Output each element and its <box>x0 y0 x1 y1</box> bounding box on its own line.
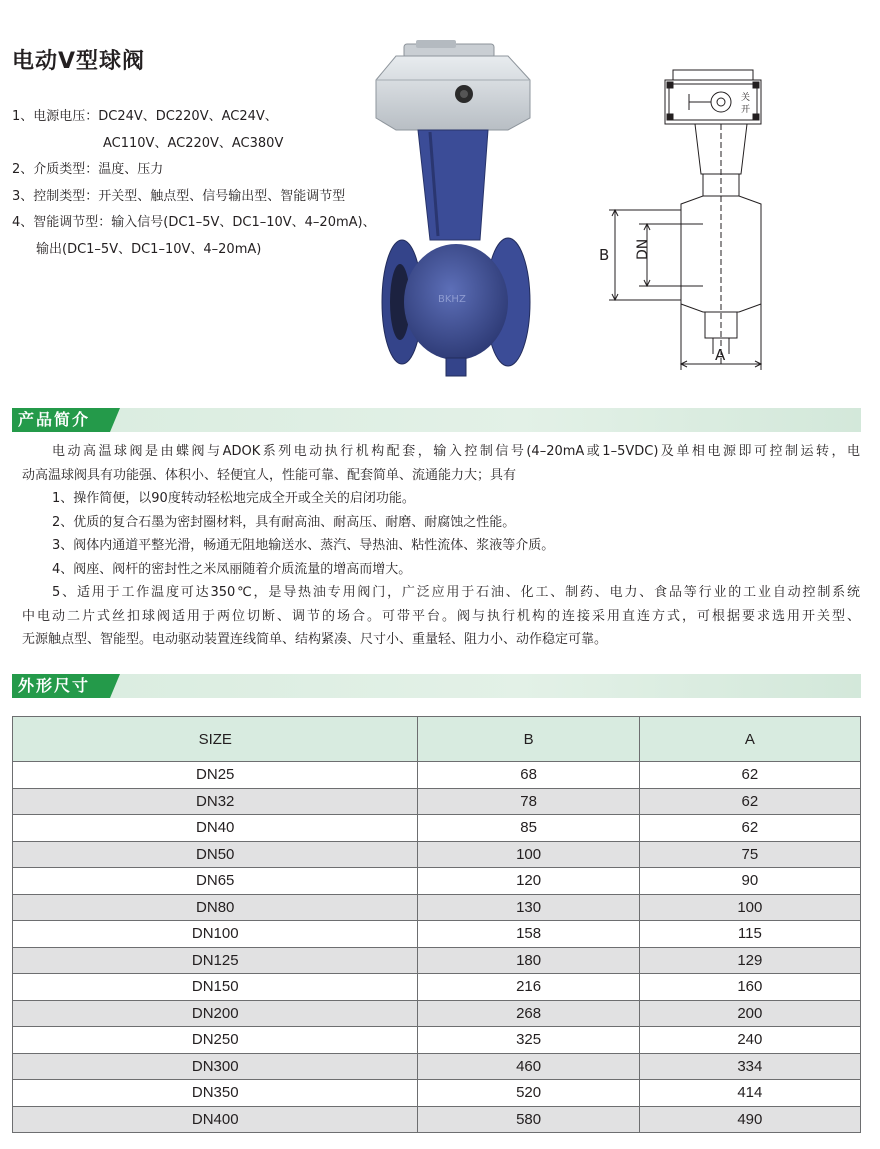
cell-a: 240 <box>639 1027 860 1054</box>
dimensions-heading: 外形尺寸 <box>12 674 110 698</box>
cell-b: 68 <box>418 762 639 789</box>
col-header-a: A <box>639 717 860 762</box>
cell-size: DN300 <box>13 1053 418 1080</box>
cell-b: 100 <box>418 841 639 868</box>
cell-size: DN200 <box>13 1000 418 1027</box>
cell-b: 78 <box>418 788 639 815</box>
valve-photo <box>368 40 538 380</box>
table-row <box>13 815 861 842</box>
page-title: 电动V型球阀 <box>12 49 146 74</box>
table-row <box>13 921 861 948</box>
cell-a: 129 <box>639 947 860 974</box>
spec-item-voltage-cont: AC110V、AC220V、AC380V <box>103 135 284 151</box>
cell-a: 115 <box>639 921 860 948</box>
cell-a: 414 <box>639 1080 860 1107</box>
cell-size: DN125 <box>13 947 418 974</box>
table-row <box>13 788 861 815</box>
table-row <box>13 1106 861 1133</box>
label-open: 开 <box>741 105 751 115</box>
cell-size: DN150 <box>13 974 418 1001</box>
intro-item-1: 1、操作简便，以90度转动轻松地完成全开或全关的启闭功能。 <box>52 491 415 506</box>
cell-b: 180 <box>418 947 639 974</box>
label-a: A <box>715 346 726 364</box>
cell-size: DN65 <box>13 868 418 895</box>
cell-b: 120 <box>418 868 639 895</box>
intro-heading: 产品简介 <box>12 408 110 432</box>
intro-para-line1: 电动高温球阀是由蝶阀与ADOK系列电动执行机构配套，输入控制信号(4–20mA或1–5VDC)及单相电源即可控制运转，电 <box>52 444 860 459</box>
dimension-drawing <box>595 64 785 374</box>
spec-list <box>12 104 376 263</box>
table-row <box>13 974 861 1001</box>
table-row <box>13 894 861 921</box>
cell-b: 580 <box>418 1106 639 1133</box>
table-row <box>13 841 861 868</box>
label-b: B <box>599 246 610 264</box>
table-body <box>13 762 861 1133</box>
spec-item-voltage: 1、电源电压：DC24V、DC220V、AC24V、 <box>12 109 278 124</box>
cell-a: 160 <box>639 974 860 1001</box>
cell-a: 490 <box>639 1106 860 1133</box>
dimensions-table <box>12 716 861 1133</box>
cell-a: 334 <box>639 1053 860 1080</box>
cell-size: DN80 <box>13 894 418 921</box>
spec-item-smart-cont: 输出(DC1–5V、DC1–10V、4–20mA) <box>36 241 262 257</box>
cell-b: 158 <box>418 921 639 948</box>
table-row <box>13 1027 861 1054</box>
intro-item-5-line2: 中电动二片式丝扣球阀适用于两位切断、调节的场合。可带平台。阀与执行机构的连接采用直连方式，可根据要求选用开关型、 <box>22 608 860 624</box>
intro-item-5-line3: 无源触点型、智能型。电动驱动装置连线简单、结构紧凑、尺寸小、重量轻、阻力小、动作稳定可靠。 <box>22 632 608 647</box>
dimensions-section-bar <box>12 674 861 698</box>
intro-item-2: 2、优质的复合石墨为密封圈材料，具有耐高油、耐高压、耐磨、耐腐蚀之性能。 <box>52 514 516 530</box>
table-row <box>13 947 861 974</box>
cell-b: 460 <box>418 1053 639 1080</box>
label-dn: DN <box>635 238 651 260</box>
cell-b: 216 <box>418 974 639 1001</box>
cell-size: DN400 <box>13 1106 418 1133</box>
intro-text <box>22 440 860 652</box>
cell-b: 85 <box>418 815 639 842</box>
label-close: 关 <box>741 93 751 103</box>
spec-item-control: 3、控制类型：开关型、触点型、信号输出型、智能调节型 <box>12 188 346 204</box>
cell-a: 62 <box>639 762 860 789</box>
cell-size: DN350 <box>13 1080 418 1107</box>
intro-item-3: 3、阀体内通道平整光滑，畅通无阻地输送水、蒸汽、导热油、粘性流体、浆液等介质。 <box>52 538 555 553</box>
cell-b: 268 <box>418 1000 639 1027</box>
col-header-size: SIZE <box>13 717 418 762</box>
cell-a: 62 <box>639 788 860 815</box>
cell-b: 520 <box>418 1080 639 1107</box>
cell-size: DN32 <box>13 788 418 815</box>
intro-item-4: 4、阀座、阀杆的密封性之米凤丽随着介质流量的增高而增大。 <box>52 561 412 577</box>
body-marking: BKHZ <box>438 294 466 305</box>
cell-a: 62 <box>639 815 860 842</box>
cell-size: DN250 <box>13 1027 418 1054</box>
cell-size: DN25 <box>13 762 418 789</box>
table-row <box>13 1000 861 1027</box>
table-row <box>13 1053 861 1080</box>
cell-b: 130 <box>418 894 639 921</box>
cell-a: 90 <box>639 868 860 895</box>
spec-item-medium: 2、介质类型：温度、压力 <box>12 162 164 177</box>
cell-size: DN40 <box>13 815 418 842</box>
cell-a: 75 <box>639 841 860 868</box>
cell-a: 200 <box>639 1000 860 1027</box>
cell-b: 325 <box>418 1027 639 1054</box>
intro-para-line2: 动高温球阀具有功能强、体积小、轻便宜人，性能可靠、配套简单、流通能力大；具有 <box>22 467 517 483</box>
table-row <box>13 762 861 789</box>
table-row <box>13 1080 861 1107</box>
table-header-row <box>13 717 861 762</box>
spec-item-smart: 4、智能调节型：输入信号(DC1–5V、DC1–10V、4–20mA)、 <box>12 215 376 230</box>
cell-a: 100 <box>639 894 860 921</box>
intro-section-bar <box>12 408 861 432</box>
table-row <box>13 868 861 895</box>
cell-size: DN50 <box>13 841 418 868</box>
cell-size: DN100 <box>13 921 418 948</box>
intro-item-5-line1: 5、适用于工作温度可达350℃，是导热油专用阀门，广泛应用于石油、化工、制药、电力、食品等行业的工业自动控制系统 <box>52 585 860 600</box>
col-header-b: B <box>418 717 639 762</box>
